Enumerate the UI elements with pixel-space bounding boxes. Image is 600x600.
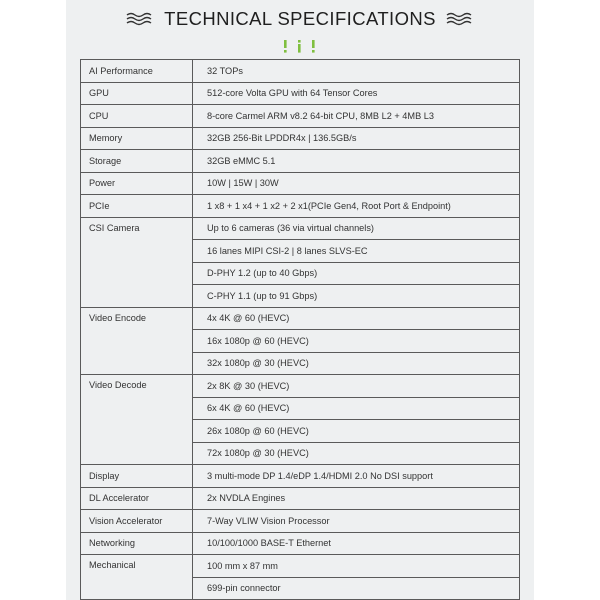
table-row — [81, 60, 520, 83]
spec-value: 32GB eMMC 5.1 — [193, 150, 520, 173]
table-row — [81, 195, 520, 218]
spec-value: C-PHY 1.1 (up to 91 Gbps) — [193, 285, 520, 308]
spec-label: Video Decode — [81, 375, 193, 465]
table-row — [81, 82, 520, 105]
spec-value: 4x 4K @ 60 (HEVC) — [193, 307, 520, 330]
table-row — [81, 555, 520, 578]
spec-label: Display — [81, 465, 193, 488]
spec-label: Video Encode — [81, 307, 193, 375]
spec-value: 2x NVDLA Engines — [193, 487, 520, 510]
table-row — [81, 532, 520, 555]
spec-table — [80, 59, 520, 600]
spec-value: 32x 1080p @ 30 (HEVC) — [193, 352, 520, 375]
spec-value: 72x 1080p @ 30 (HEVC) — [193, 442, 520, 465]
spec-label: Vision Accelerator — [81, 510, 193, 533]
spec-value: 32 TOPs — [193, 60, 520, 83]
spec-value: 26x 1080p @ 60 (HEVC) — [193, 420, 520, 443]
table-row — [81, 487, 520, 510]
spec-value: 7-Way VLIW Vision Processor — [193, 510, 520, 533]
table-row — [81, 510, 520, 533]
spec-value: 699-pin connector — [193, 577, 520, 600]
table-row — [81, 217, 520, 240]
accent-marks-icon — [278, 38, 322, 54]
spec-value: 16 lanes MIPI CSI-2 | 8 lanes SLVS-EC — [193, 240, 520, 263]
spec-value: 1 x8 + 1 x4 + 1 x2 + 2 x1(PCIe Gen4, Root Port & Endpoint) — [193, 195, 520, 218]
spec-label: DL Accelerator — [81, 487, 193, 510]
spec-value: 512-core Volta GPU with 64 Tensor Cores — [193, 82, 520, 105]
spec-value: D-PHY 1.2 (up to 40 Gbps) — [193, 262, 520, 285]
spec-value: 100 mm x 87 mm — [193, 555, 520, 578]
spec-value: Up to 6 cameras (36 via virtual channels) — [193, 217, 520, 240]
table-row — [81, 465, 520, 488]
spec-label: Power — [81, 172, 193, 195]
spec-label: Storage — [81, 150, 193, 173]
table-row — [81, 307, 520, 330]
spec-value: 10W | 15W | 30W — [193, 172, 520, 195]
spec-label: GPU — [81, 82, 193, 105]
table-row — [81, 375, 520, 398]
spec-label: Networking — [81, 532, 193, 555]
page-title: TECHNICAL SPECIFICATIONS — [164, 8, 436, 29]
spec-value: 32GB 256-Bit LPDDR4x | 136.5GB/s — [193, 127, 520, 150]
spec-label: Memory — [81, 127, 193, 150]
spec-sheet — [66, 0, 534, 600]
table-row — [81, 172, 520, 195]
spec-value: 8-core Carmel ARM v8.2 64-bit CPU, 8MB L2 + 4MB L3 — [193, 105, 520, 128]
header — [66, 4, 534, 34]
spec-label: Mechanical — [81, 555, 193, 600]
wave-left-icon — [126, 12, 154, 26]
spec-value: 16x 1080p @ 60 (HEVC) — [193, 330, 520, 353]
spec-value: 10/100/1000 BASE-T Ethernet — [193, 532, 520, 555]
spec-label: CPU — [81, 105, 193, 128]
spec-value: 3 multi-mode DP 1.4/eDP 1.4/HDMI 2.0 No DSI support — [193, 465, 520, 488]
spec-label: PCIe — [81, 195, 193, 218]
table-row — [81, 127, 520, 150]
spec-label: CSI Camera — [81, 217, 193, 307]
spec-label: AI Performance — [81, 60, 193, 83]
wave-right-icon — [446, 12, 474, 26]
spec-value: 6x 4K @ 60 (HEVC) — [193, 397, 520, 420]
table-row — [81, 150, 520, 173]
spec-value: 2x 8K @ 30 (HEVC) — [193, 375, 520, 398]
table-row — [81, 105, 520, 128]
